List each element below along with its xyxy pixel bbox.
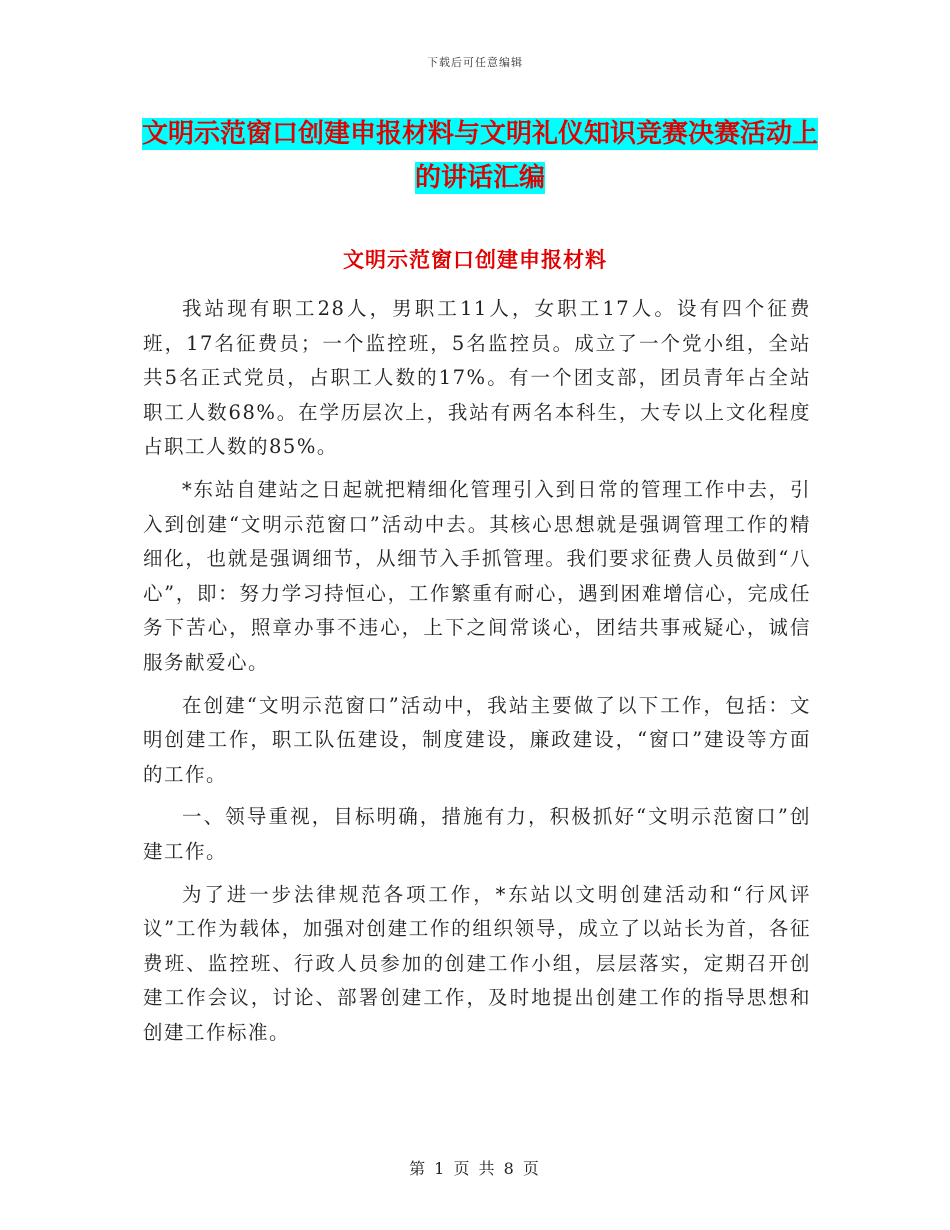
- header-note: 下载后可任意编辑: [427, 56, 523, 69]
- section-heading: 文明示范窗口创建申报材料: [343, 247, 607, 272]
- paragraph: *东站自建站之日起就把精细化管理引入到日常的管理工作中去，引入到创建“文明示范窗口”活动中去。其核心思想就是强调管理工作的精细化，也就是强调细节，从细节入手抓管理。我们要求征费人员做到“八心”，即：努力学习持恒心，工作繁重有耐心，遇到困难增信心，完成任务下苦心，照章办事不违心，上下之间常谈心，团结共事戒疑心，诚信服务献爱心。: [143, 477, 811, 674]
- document-title: [140, 112, 820, 200]
- paragraph: 在创建“文明示范窗口”活动中，我站主要做了以下工作，包括：文明创建工作，职工队伍建设，制度建设，廉政建设，“窗口”建设等方面的工作。: [143, 693, 811, 786]
- paragraph: 我站现有职工28人，男职工11人，女职工17人。设有四个征费班，17名征费员；一个监控班，5名监控员。成立了一个党小组，全站共5名正式党员，占职工人数的17%。有一个团支部，团员青年占全站职工人数68%。在学历层次上，我站有两名本科生，大专以上文化程度占职工人数的85%。: [143, 297, 811, 459]
- document-body: [143, 292, 811, 1058]
- paragraph: 一、领导重视，目标明确，措施有力，积极抓好“文明示范窗口”创建工作。: [143, 805, 811, 863]
- paragraph: 为了进一步法律规范各项工作，*东站以文明创建活动和“行风评议”工作为载体，加强对创建工作的组织领导，成立了以站长为首，各征费班、监控班、行政人员参加的创建工作小组，层层落实，定期召开创建工作会议，讨论、部署创建工作，及时地提出创建工作的指导思想和创建工作标准。: [143, 882, 811, 1044]
- page-indicator: 第 1 页 共 8 页: [409, 1159, 541, 1178]
- document-title-text: 文明示范窗口创建申报材料与文明礼仪知识竞赛决赛活动上的讲话汇编: [141, 119, 818, 193]
